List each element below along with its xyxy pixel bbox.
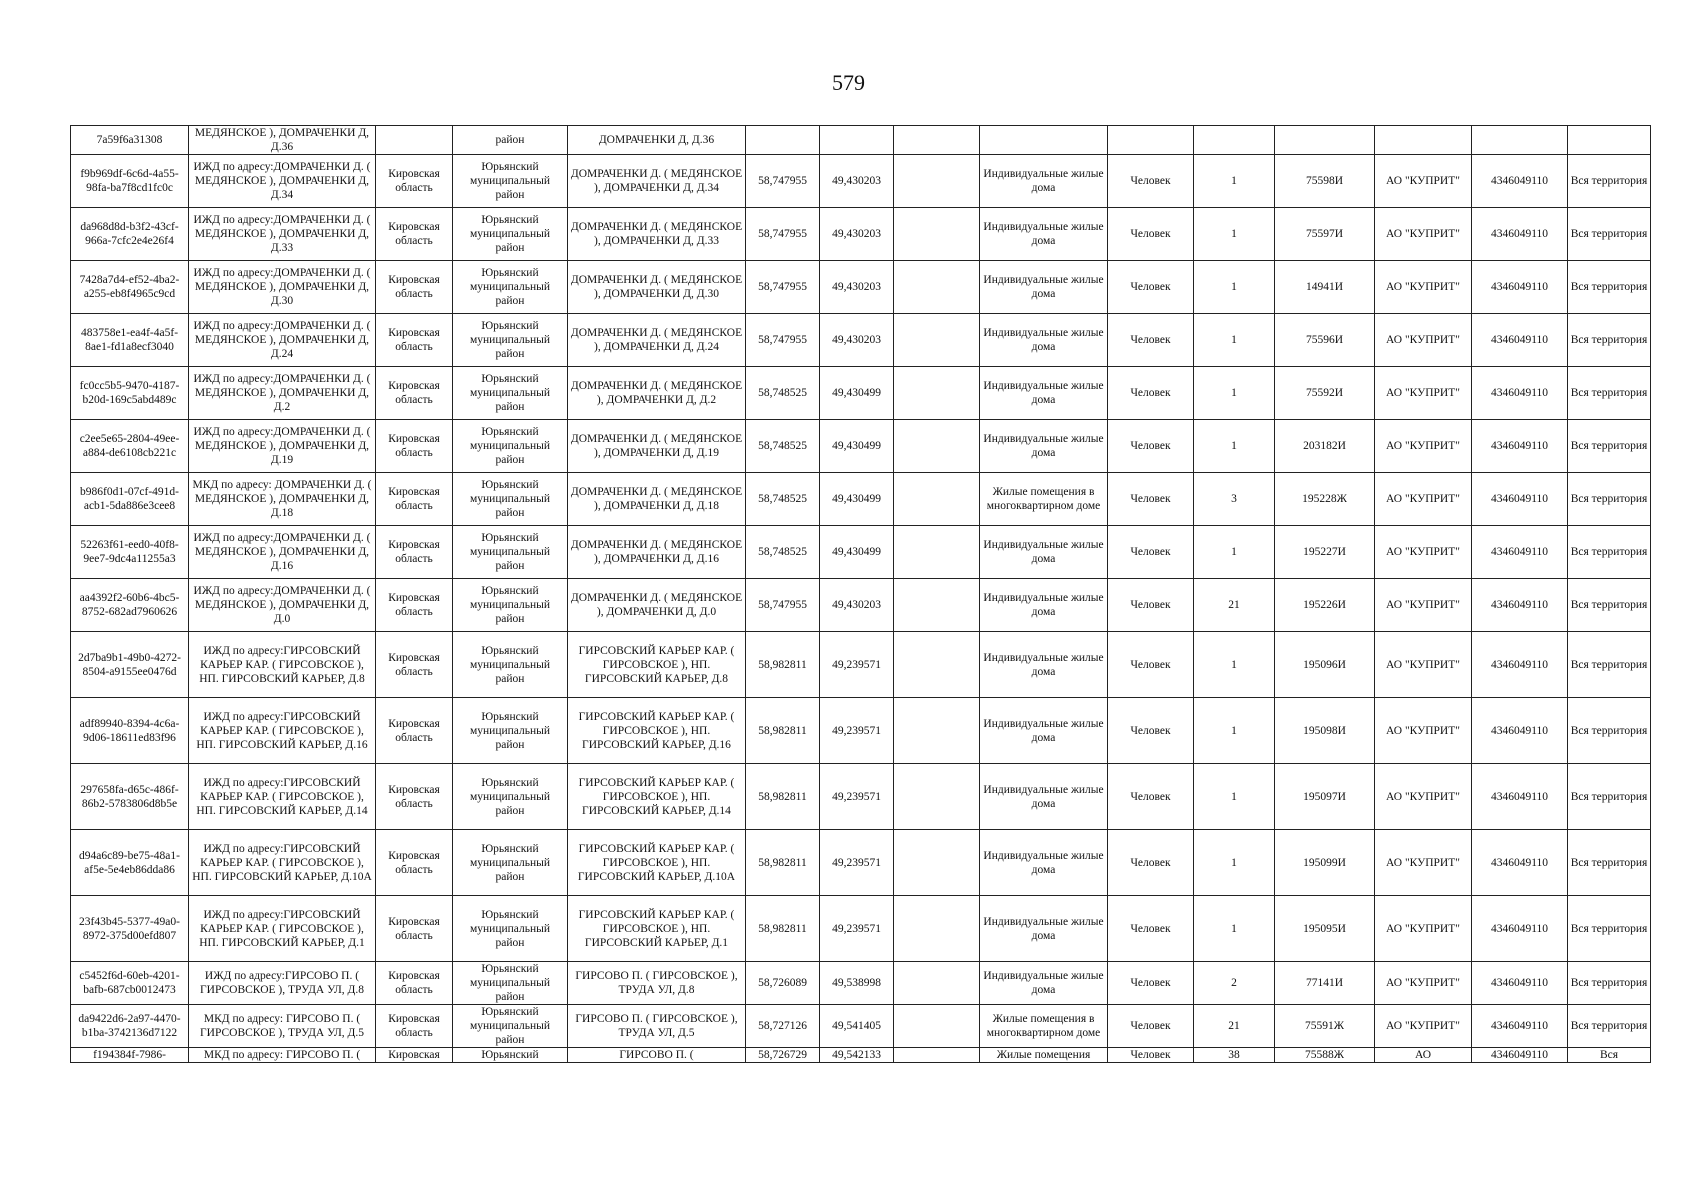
cell-address: ГИРСОВО П. (	[568, 1048, 746, 1063]
cell-territory: Вся территория	[1568, 420, 1651, 473]
cell-code: 75597И	[1275, 208, 1375, 261]
cell-object-name: ИЖД по адресу:ДОМРАЧЕНКИ Д. ( МЕДЯНСКОЕ ), ДОМРАЧЕНКИ Д, Д.24	[189, 314, 376, 367]
cell-region: Кировская область	[376, 632, 453, 698]
table-row	[71, 579, 1651, 632]
cell-organization: АО "КУПРИТ"	[1375, 473, 1472, 526]
cell-empty-column	[894, 579, 980, 632]
cell-object-type: Индивидуальные жилые дома	[980, 764, 1108, 830]
cell-organization: АО "КУПРИТ"	[1375, 962, 1472, 1005]
cell-region: Кировская область	[376, 526, 453, 579]
cell-latitude: 58,982811	[746, 764, 820, 830]
cell-inn: 4346049110	[1472, 764, 1568, 830]
cell-object-type: Жилые помещения в многоквартирном доме	[980, 473, 1108, 526]
cell-region: Кировская область	[376, 764, 453, 830]
cell-code: 75596И	[1275, 314, 1375, 367]
cell-region: Кировская область	[376, 896, 453, 962]
cell-unit: Человек	[1108, 261, 1194, 314]
cell-longitude	[820, 126, 894, 155]
cell-territory: Вся территория	[1568, 367, 1651, 420]
cell-object-type: Индивидуальные жилые дома	[980, 367, 1108, 420]
cell-longitude: 49,239571	[820, 830, 894, 896]
cell-unit: Человек	[1108, 896, 1194, 962]
cell-organization: АО "КУПРИТ"	[1375, 367, 1472, 420]
cell-inn: 4346049110	[1472, 208, 1568, 261]
cell-object-type	[980, 126, 1108, 155]
cell-region: Кировская область	[376, 314, 453, 367]
cell-district: Юрьянский муниципальный район	[453, 962, 568, 1005]
cell-territory: Вся территория	[1568, 314, 1651, 367]
cell-code: 195096И	[1275, 632, 1375, 698]
cell-territory: Вся территория	[1568, 764, 1651, 830]
cell-inn: 4346049110	[1472, 962, 1568, 1005]
cell-quantity: 1	[1194, 698, 1275, 764]
cell-territory: Вся территория	[1568, 698, 1651, 764]
cell-inn: 4346049110	[1472, 261, 1568, 314]
cell-quantity: 2	[1194, 962, 1275, 1005]
cell-object-name: ИЖД по адресу:ГИРСОВСКИЙ КАРЬЕР КАР. ( ГИРСОВСКОЕ ), НП. ГИРСОВСКИЙ КАРЬЕР, Д.1	[189, 896, 376, 962]
cell-district: Юрьянский муниципальный район	[453, 155, 568, 208]
table-row	[71, 764, 1651, 830]
cell-organization: АО "КУПРИТ"	[1375, 261, 1472, 314]
cell-quantity: 1	[1194, 420, 1275, 473]
cell-address: ДОМРАЧЕНКИ Д, Д.36	[568, 126, 746, 155]
cell-longitude: 49,239571	[820, 764, 894, 830]
cell-object-name: ИЖД по адресу:ДОМРАЧЕНКИ Д. ( МЕДЯНСКОЕ ), ДОМРАЧЕНКИ Д, Д.0	[189, 579, 376, 632]
cell-object-type: Индивидуальные жилые дома	[980, 208, 1108, 261]
cell-object-id: da9422d6-2a97-4470-b1ba-3742136d7122	[71, 1005, 189, 1048]
cell-unit: Человек	[1108, 1048, 1194, 1063]
cell-empty-column	[894, 473, 980, 526]
cell-object-id: c5452f6d-60eb-4201-bafb-687cb0012473	[71, 962, 189, 1005]
cell-territory: Вся территория	[1568, 579, 1651, 632]
cell-code: 203182И	[1275, 420, 1375, 473]
cell-territory: Вся территория	[1568, 473, 1651, 526]
table-row	[71, 526, 1651, 579]
cell-unit: Человек	[1108, 208, 1194, 261]
cell-quantity	[1194, 126, 1275, 155]
cell-unit	[1108, 126, 1194, 155]
cell-district: Юрьянский муниципальный район	[453, 764, 568, 830]
cell-address: ГИРСОВО П. ( ГИРСОВСКОЕ ), ТРУДА УЛ, Д.5	[568, 1005, 746, 1048]
cell-organization: АО "КУПРИТ"	[1375, 155, 1472, 208]
cell-district: Юрьянский муниципальный район	[453, 473, 568, 526]
cell-territory: Вся территория	[1568, 896, 1651, 962]
cell-longitude: 49,430203	[820, 579, 894, 632]
cell-organization: АО "КУПРИТ"	[1375, 208, 1472, 261]
cell-latitude: 58,748525	[746, 367, 820, 420]
cell-quantity: 1	[1194, 155, 1275, 208]
table-row	[71, 126, 1651, 155]
cell-code: 195226И	[1275, 579, 1375, 632]
cell-territory: Вся территория	[1568, 1005, 1651, 1048]
cell-code: 75598И	[1275, 155, 1375, 208]
cell-object-id: da968d8d-b3f2-43cf-966a-7cfc2e4e26f4	[71, 208, 189, 261]
cell-empty-column	[894, 155, 980, 208]
cell-object-name: ИЖД по адресу:ГИРСОВСКИЙ КАРЬЕР КАР. ( ГИРСОВСКОЕ ), НП. ГИРСОВСКИЙ КАРЬЕР, Д.10А	[189, 830, 376, 896]
cell-empty-column	[894, 1048, 980, 1063]
cell-latitude: 58,727126	[746, 1005, 820, 1048]
cell-longitude: 49,239571	[820, 632, 894, 698]
cell-empty-column	[894, 896, 980, 962]
cell-unit: Человек	[1108, 526, 1194, 579]
cell-quantity: 3	[1194, 473, 1275, 526]
cell-longitude: 49,239571	[820, 896, 894, 962]
cell-address: ГИРСОВСКИЙ КАРЬЕР КАР. ( ГИРСОВСКОЕ ), НП. ГИРСОВСКИЙ КАРЬЕР, Д.10А	[568, 830, 746, 896]
cell-latitude: 58,747955	[746, 314, 820, 367]
cell-object-id: 2d7ba9b1-49b0-4272-8504-a9155ee0476d	[71, 632, 189, 698]
cell-address: ДОМРАЧЕНКИ Д. ( МЕДЯНСКОЕ ), ДОМРАЧЕНКИ Д, Д.30	[568, 261, 746, 314]
cell-empty-column	[894, 208, 980, 261]
cell-address: ДОМРАЧЕНКИ Д. ( МЕДЯНСКОЕ ), ДОМРАЧЕНКИ Д, Д.18	[568, 473, 746, 526]
table-row	[71, 698, 1651, 764]
cell-object-name: ИЖД по адресу:ДОМРАЧЕНКИ Д. ( МЕДЯНСКОЕ ), ДОМРАЧЕНКИ Д, Д.16	[189, 526, 376, 579]
cell-address: ДОМРАЧЕНКИ Д. ( МЕДЯНСКОЕ ), ДОМРАЧЕНКИ Д, Д.34	[568, 155, 746, 208]
cell-district: Юрьянский муниципальный район	[453, 698, 568, 764]
cell-empty-column	[894, 632, 980, 698]
cell-organization: АО "КУПРИТ"	[1375, 830, 1472, 896]
cell-district: Юрьянский муниципальный район	[453, 261, 568, 314]
cell-object-name: ИЖД по адресу:ДОМРАЧЕНКИ Д. ( МЕДЯНСКОЕ ), ДОМРАЧЕНКИ Д, Д.34	[189, 155, 376, 208]
cell-quantity: 1	[1194, 261, 1275, 314]
cell-latitude	[746, 126, 820, 155]
table-row	[71, 261, 1651, 314]
cell-latitude: 58,747955	[746, 208, 820, 261]
cell-latitude: 58,748525	[746, 526, 820, 579]
cell-code: 75588Ж	[1275, 1048, 1375, 1063]
cell-district: Юрьянский муниципальный район	[453, 526, 568, 579]
cell-quantity: 1	[1194, 208, 1275, 261]
cell-latitude: 58,982811	[746, 830, 820, 896]
cell-address: ДОМРАЧЕНКИ Д. ( МЕДЯНСКОЕ ), ДОМРАЧЕНКИ Д, Д.0	[568, 579, 746, 632]
cell-object-type: Индивидуальные жилые дома	[980, 896, 1108, 962]
cell-unit: Человек	[1108, 962, 1194, 1005]
cell-territory: Вся территория	[1568, 261, 1651, 314]
cell-organization: АО "КУПРИТ"	[1375, 896, 1472, 962]
cell-latitude: 58,747955	[746, 155, 820, 208]
cell-object-type: Индивидуальные жилые дома	[980, 962, 1108, 1005]
cell-code: 14941И	[1275, 261, 1375, 314]
cell-object-id: b986f0d1-07cf-491d-acb1-5da886e3cee8	[71, 473, 189, 526]
cell-object-id: f194384f-7986-	[71, 1048, 189, 1063]
cell-unit: Человек	[1108, 698, 1194, 764]
cell-organization: АО "КУПРИТ"	[1375, 579, 1472, 632]
cell-inn: 4346049110	[1472, 526, 1568, 579]
cell-object-name: ИЖД по адресу:ГИРСОВСКИЙ КАРЬЕР КАР. ( ГИРСОВСКОЕ ), НП. ГИРСОВСКИЙ КАРЬЕР, Д.8	[189, 632, 376, 698]
cell-unit: Человек	[1108, 632, 1194, 698]
cell-empty-column	[894, 367, 980, 420]
cell-address: ДОМРАЧЕНКИ Д. ( МЕДЯНСКОЕ ), ДОМРАЧЕНКИ Д, Д.24	[568, 314, 746, 367]
cell-unit: Человек	[1108, 367, 1194, 420]
cell-quantity: 21	[1194, 1005, 1275, 1048]
cell-organization: АО "КУПРИТ"	[1375, 632, 1472, 698]
cell-region: Кировская область	[376, 367, 453, 420]
cell-code: 195098И	[1275, 698, 1375, 764]
cell-latitude: 58,748525	[746, 420, 820, 473]
table-row	[71, 632, 1651, 698]
cell-longitude: 49,430499	[820, 526, 894, 579]
cell-object-id: 7a59f6a31308	[71, 126, 189, 155]
cell-object-name: МКД по адресу: ГИРСОВО П. (	[189, 1048, 376, 1063]
table-row	[71, 314, 1651, 367]
cell-code: 195227И	[1275, 526, 1375, 579]
cell-object-id: 52263f61-eed0-40f8-9ee7-9dc4a11255a3	[71, 526, 189, 579]
cell-inn: 4346049110	[1472, 830, 1568, 896]
cell-quantity: 38	[1194, 1048, 1275, 1063]
table-row	[71, 896, 1651, 962]
cell-address: ГИРСОВСКИЙ КАРЬЕР КАР. ( ГИРСОВСКОЕ ), НП. ГИРСОВСКИЙ КАРЬЕР, Д.8	[568, 632, 746, 698]
cell-object-type: Индивидуальные жилые дома	[980, 579, 1108, 632]
cell-territory: Вся территория	[1568, 632, 1651, 698]
cell-longitude: 49,239571	[820, 698, 894, 764]
cell-district: район	[453, 126, 568, 155]
cell-empty-column	[894, 830, 980, 896]
cell-territory: Вся территория	[1568, 962, 1651, 1005]
table-body	[71, 126, 1651, 1063]
cell-code: 75592И	[1275, 367, 1375, 420]
cell-address: ГИРСОВСКИЙ КАРЬЕР КАР. ( ГИРСОВСКОЕ ), НП. ГИРСОВСКИЙ КАРЬЕР, Д.14	[568, 764, 746, 830]
cell-region: Кировская область	[376, 1005, 453, 1048]
cell-object-id: 7428a7d4-ef52-4ba2-a255-eb8f4965c9cd	[71, 261, 189, 314]
cell-empty-column	[894, 1005, 980, 1048]
cell-region	[376, 126, 453, 155]
cell-latitude: 58,982811	[746, 698, 820, 764]
cell-territory: Вся территория	[1568, 526, 1651, 579]
cell-region: Кировская область	[376, 208, 453, 261]
cell-quantity: 1	[1194, 632, 1275, 698]
cell-region: Кировская область	[376, 579, 453, 632]
table-row	[71, 367, 1651, 420]
cell-empty-column	[894, 526, 980, 579]
cell-inn: 4346049110	[1472, 698, 1568, 764]
cell-empty-column	[894, 261, 980, 314]
cell-empty-column	[894, 698, 980, 764]
cell-organization: АО	[1375, 1048, 1472, 1063]
cell-organization: АО "КУПРИТ"	[1375, 314, 1472, 367]
cell-object-type: Индивидуальные жилые дома	[980, 830, 1108, 896]
cell-organization: АО "КУПРИТ"	[1375, 526, 1472, 579]
cell-latitude: 58,747955	[746, 579, 820, 632]
cell-object-type: Жилые помещения в многоквартирном доме	[980, 1005, 1108, 1048]
cell-unit: Человек	[1108, 420, 1194, 473]
cell-object-name: ИЖД по адресу:ДОМРАЧЕНКИ Д. ( МЕДЯНСКОЕ ), ДОМРАЧЕНКИ Д, Д.33	[189, 208, 376, 261]
cell-object-type: Индивидуальные жилые дома	[980, 261, 1108, 314]
cell-address: ДОМРАЧЕНКИ Д. ( МЕДЯНСКОЕ ), ДОМРАЧЕНКИ Д, Д.16	[568, 526, 746, 579]
cell-inn: 4346049110	[1472, 1048, 1568, 1063]
cell-object-id: c2ee5e65-2804-49ee-a884-de6108cb221c	[71, 420, 189, 473]
cell-empty-column	[894, 420, 980, 473]
cell-longitude: 49,430203	[820, 155, 894, 208]
cell-object-id: 483758e1-ea4f-4a5f-8ae1-fd1a8ecf3040	[71, 314, 189, 367]
cell-object-type: Индивидуальные жилые дома	[980, 155, 1108, 208]
cell-code: 195099И	[1275, 830, 1375, 896]
cell-object-id: adf89940-8394-4c6a-9d06-18611ed83f96	[71, 698, 189, 764]
cell-district: Юрьянский муниципальный район	[453, 420, 568, 473]
cell-district: Юрьянский муниципальный район	[453, 1005, 568, 1048]
cell-object-type: Жилые помещения	[980, 1048, 1108, 1063]
cell-inn: 4346049110	[1472, 420, 1568, 473]
cell-organization: АО "КУПРИТ"	[1375, 764, 1472, 830]
cell-object-name: ИЖД по адресу:ДОМРАЧЕНКИ Д. ( МЕДЯНСКОЕ ), ДОМРАЧЕНКИ Д, Д.2	[189, 367, 376, 420]
cell-district: Юрьянский муниципальный район	[453, 632, 568, 698]
cell-unit: Человек	[1108, 764, 1194, 830]
cell-latitude: 58,982811	[746, 632, 820, 698]
table-row	[71, 962, 1651, 1005]
cell-longitude: 49,430203	[820, 314, 894, 367]
cell-empty-column	[894, 314, 980, 367]
cell-district: Юрьянский муниципальный район	[453, 367, 568, 420]
cell-territory: Вся территория	[1568, 155, 1651, 208]
cell-region: Кировская область	[376, 261, 453, 314]
cell-object-name: МКД по адресу: ГИРСОВО П. ( ГИРСОВСКОЕ ), ТРУДА УЛ, Д.5	[189, 1005, 376, 1048]
cell-object-type: Индивидуальные жилые дома	[980, 698, 1108, 764]
cell-longitude: 49,541405	[820, 1005, 894, 1048]
cell-latitude: 58,726089	[746, 962, 820, 1005]
cell-object-id: aa4392f2-60b6-4bc5-8752-682ad7960626	[71, 579, 189, 632]
cell-unit: Человек	[1108, 473, 1194, 526]
cell-organization: АО "КУПРИТ"	[1375, 1005, 1472, 1048]
cell-quantity: 1	[1194, 830, 1275, 896]
cell-unit: Человек	[1108, 314, 1194, 367]
cell-district: Юрьянский муниципальный район	[453, 579, 568, 632]
cell-object-type: Индивидуальные жилые дома	[980, 526, 1108, 579]
cell-inn: 4346049110	[1472, 473, 1568, 526]
cell-quantity: 1	[1194, 526, 1275, 579]
cell-object-name: МЕДЯНСКОЕ ), ДОМРАЧЕНКИ Д, Д.36	[189, 126, 376, 155]
table-row	[71, 155, 1651, 208]
cell-longitude: 49,538998	[820, 962, 894, 1005]
cell-organization: АО "КУПРИТ"	[1375, 698, 1472, 764]
cell-longitude: 49,430203	[820, 208, 894, 261]
cell-object-id: 297658fa-d65c-486f-86b2-5783806d8b5e	[71, 764, 189, 830]
table-row	[71, 1048, 1651, 1063]
table-row	[71, 830, 1651, 896]
cell-organization	[1375, 126, 1472, 155]
cell-latitude: 58,982811	[746, 896, 820, 962]
cell-object-id: d94a6c89-be75-48a1-af5e-5e4eb86dda86	[71, 830, 189, 896]
cell-address: ДОМРАЧЕНКИ Д. ( МЕДЯНСКОЕ ), ДОМРАЧЕНКИ Д, Д.33	[568, 208, 746, 261]
cell-inn: 4346049110	[1472, 367, 1568, 420]
cell-quantity: 1	[1194, 367, 1275, 420]
cell-territory: Вся территория	[1568, 208, 1651, 261]
cell-longitude: 49,542133	[820, 1048, 894, 1063]
cell-region: Кировская область	[376, 473, 453, 526]
cell-inn: 4346049110	[1472, 155, 1568, 208]
cell-object-name: ИЖД по адресу:ГИРСОВСКИЙ КАРЬЕР КАР. ( ГИРСОВСКОЕ ), НП. ГИРСОВСКИЙ КАРЬЕР, Д.14	[189, 764, 376, 830]
cell-object-type: Индивидуальные жилые дома	[980, 420, 1108, 473]
cell-empty-column	[894, 962, 980, 1005]
cell-region: Кировская область	[376, 962, 453, 1005]
cell-object-name: ИЖД по адресу:ДОМРАЧЕНКИ Д. ( МЕДЯНСКОЕ ), ДОМРАЧЕНКИ Д, Д.30	[189, 261, 376, 314]
cell-inn	[1472, 126, 1568, 155]
cell-longitude: 49,430499	[820, 420, 894, 473]
cell-unit: Человек	[1108, 579, 1194, 632]
cell-unit: Человек	[1108, 830, 1194, 896]
cell-object-name: ИЖД по адресу:ГИРСОВО П. ( ГИРСОВСКОЕ ), ТРУДА УЛ, Д.8	[189, 962, 376, 1005]
cell-object-type: Индивидуальные жилые дома	[980, 632, 1108, 698]
cell-latitude: 58,726729	[746, 1048, 820, 1063]
cell-address: ДОМРАЧЕНКИ Д. ( МЕДЯНСКОЕ ), ДОМРАЧЕНКИ Д, Д.19	[568, 420, 746, 473]
cell-object-id: 23f43b45-5377-49a0-8972-375d00efd807	[71, 896, 189, 962]
page-number: 579	[832, 70, 865, 95]
cell-empty-column	[894, 764, 980, 830]
table-row	[71, 1005, 1651, 1048]
cell-district: Юрьянский муниципальный район	[453, 208, 568, 261]
cell-region: Кировская	[376, 1048, 453, 1063]
cell-organization: АО "КУПРИТ"	[1375, 420, 1472, 473]
cell-object-type: Индивидуальные жилые дома	[980, 314, 1108, 367]
cell-district: Юрьянский муниципальный район	[453, 314, 568, 367]
table-row	[71, 208, 1651, 261]
cell-longitude: 49,430203	[820, 261, 894, 314]
cell-code: 195095И	[1275, 896, 1375, 962]
cell-address: ГИРСОВСКИЙ КАРЬЕР КАР. ( ГИРСОВСКОЕ ), НП. ГИРСОВСКИЙ КАРЬЕР, Д.1	[568, 896, 746, 962]
cell-region: Кировская область	[376, 698, 453, 764]
table-row	[71, 473, 1651, 526]
registry-table	[70, 125, 1651, 1063]
cell-address: ДОМРАЧЕНКИ Д. ( МЕДЯНСКОЕ ), ДОМРАЧЕНКИ Д, Д.2	[568, 367, 746, 420]
cell-territory: Вся территория	[1568, 830, 1651, 896]
cell-inn: 4346049110	[1472, 314, 1568, 367]
cell-unit: Человек	[1108, 155, 1194, 208]
cell-object-name: ИЖД по адресу:ГИРСОВСКИЙ КАРЬЕР КАР. ( ГИРСОВСКОЕ ), НП. ГИРСОВСКИЙ КАРЬЕР, Д.16	[189, 698, 376, 764]
cell-region: Кировская область	[376, 155, 453, 208]
cell-address: ГИРСОВО П. ( ГИРСОВСКОЕ ), ТРУДА УЛ, Д.8	[568, 962, 746, 1005]
cell-object-name: МКД по адресу: ДОМРАЧЕНКИ Д. ( МЕДЯНСКОЕ ), ДОМРАЧЕНКИ Д, Д.18	[189, 473, 376, 526]
cell-object-name: ИЖД по адресу:ДОМРАЧЕНКИ Д. ( МЕДЯНСКОЕ ), ДОМРАЧЕНКИ Д, Д.19	[189, 420, 376, 473]
cell-region: Кировская область	[376, 420, 453, 473]
cell-longitude: 49,430499	[820, 473, 894, 526]
cell-object-id: fc0cc5b5-9470-4187-b20d-169c5abd489c	[71, 367, 189, 420]
cell-territory	[1568, 126, 1651, 155]
cell-quantity: 21	[1194, 579, 1275, 632]
cell-code: 75591Ж	[1275, 1005, 1375, 1048]
cell-district: Юрьянский муниципальный район	[453, 830, 568, 896]
cell-latitude: 58,748525	[746, 473, 820, 526]
cell-object-id: f9b969df-6c6d-4a55-98fa-ba7f8cd1fc0c	[71, 155, 189, 208]
cell-inn: 4346049110	[1472, 579, 1568, 632]
cell-code: 195097И	[1275, 764, 1375, 830]
cell-longitude: 49,430499	[820, 367, 894, 420]
cell-quantity: 1	[1194, 764, 1275, 830]
cell-code: 77141И	[1275, 962, 1375, 1005]
cell-unit: Человек	[1108, 1005, 1194, 1048]
cell-region: Кировская область	[376, 830, 453, 896]
cell-code	[1275, 126, 1375, 155]
table-row	[71, 420, 1651, 473]
cell-district: Юрьянский муниципальный район	[453, 896, 568, 962]
cell-inn: 4346049110	[1472, 896, 1568, 962]
cell-latitude: 58,747955	[746, 261, 820, 314]
cell-empty-column	[894, 126, 980, 155]
cell-quantity: 1	[1194, 314, 1275, 367]
cell-quantity: 1	[1194, 896, 1275, 962]
cell-address: ГИРСОВСКИЙ КАРЬЕР КАР. ( ГИРСОВСКОЕ ), НП. ГИРСОВСКИЙ КАРЬЕР, Д.16	[568, 698, 746, 764]
cell-district: Юрьянский	[453, 1048, 568, 1063]
cell-inn: 4346049110	[1472, 632, 1568, 698]
cell-code: 195228Ж	[1275, 473, 1375, 526]
cell-inn: 4346049110	[1472, 1005, 1568, 1048]
cell-territory: Вся	[1568, 1048, 1651, 1063]
